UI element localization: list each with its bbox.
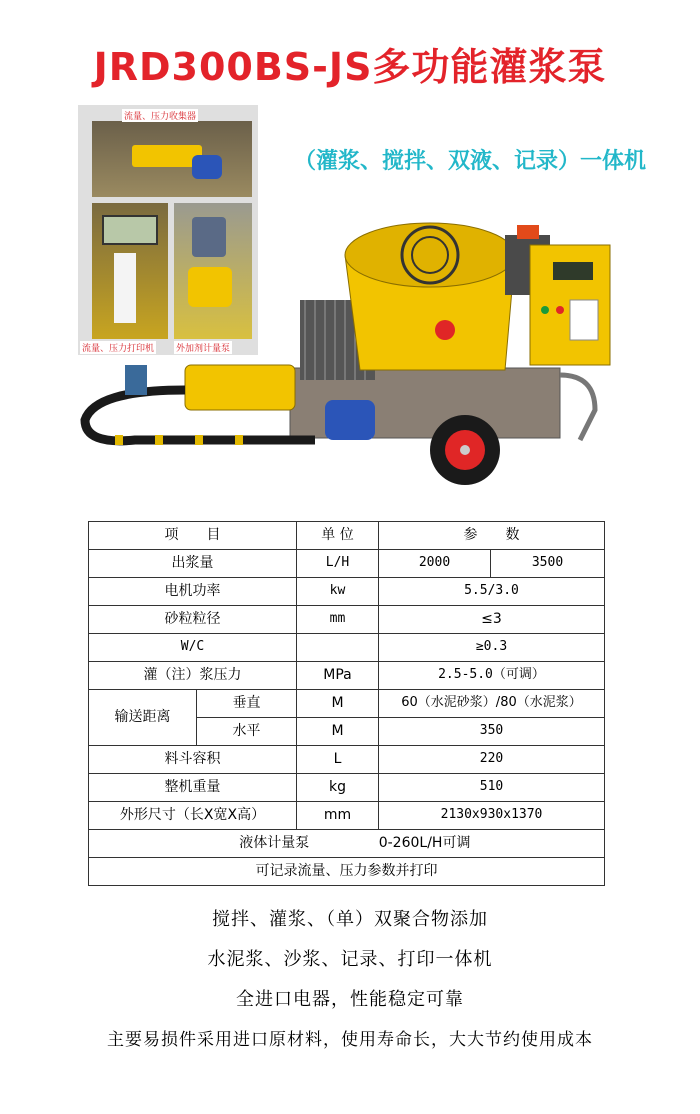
- row-value: 2000: [379, 550, 491, 578]
- row-unit: MPa: [297, 662, 379, 690]
- logo-emblem: [435, 320, 455, 340]
- row-unit: M: [297, 718, 379, 746]
- row-unit: L: [297, 746, 379, 774]
- row-label: W/C: [89, 634, 297, 662]
- header-param: 参 数: [379, 522, 605, 550]
- row-unit: M: [297, 690, 379, 718]
- inset-caption-top: 流量、压力收集器: [122, 109, 198, 122]
- table-row: [89, 662, 605, 690]
- row-value: ≥0.3: [379, 634, 605, 662]
- row-value: 0-260L/H可调: [378, 834, 471, 851]
- row-value: ≤3: [379, 606, 605, 634]
- row-value: 350: [379, 718, 605, 746]
- row-label: 液体计量泵: [239, 834, 310, 851]
- spec-table: [88, 521, 605, 886]
- pump-motor: [325, 400, 375, 440]
- row-value: 60（水泥砂浆）/80（水泥浆）: [379, 690, 605, 718]
- feature-line-2: 水泥浆、沙浆、记录、打印一体机: [207, 949, 493, 970]
- row-label: 整机重量: [89, 774, 297, 802]
- row-record: 可记录流量、压力参数并打印: [89, 858, 605, 886]
- feature-line-4: 主要易损件采用进口原材料，使用寿命长，大大节约使用成本: [107, 1030, 593, 1050]
- row-sublabel: 垂直: [197, 690, 297, 718]
- inset-caption-bottom-left: 流量、压力打印机: [80, 341, 156, 354]
- row-sublabel: 水平: [197, 718, 297, 746]
- row-label: 外形尺寸（长X宽X高）: [89, 802, 297, 830]
- row-unit: kw: [297, 578, 379, 606]
- grout-pump-machine-illustration: [75, 200, 635, 500]
- table-row: [89, 858, 605, 886]
- row-value: 2130x930x1370: [379, 802, 605, 830]
- row-label: 出浆量: [89, 550, 297, 578]
- table-row: [89, 550, 605, 578]
- feature-line-1: 搅拌、灌浆、（单）双聚合物添加: [212, 909, 488, 930]
- row-unit: mm: [297, 802, 379, 830]
- row-label: 料斗容积: [89, 746, 297, 774]
- row-label: 电机功率: [89, 578, 297, 606]
- table-row: [89, 606, 605, 634]
- pump-cylinder: [185, 365, 295, 410]
- table-header-row: [89, 522, 605, 550]
- mixer-top: [345, 223, 515, 287]
- table-row: [89, 774, 605, 802]
- row-unit: [297, 634, 379, 662]
- row-value: 510: [379, 774, 605, 802]
- header-item: 项 目: [89, 522, 297, 550]
- table-row: [89, 746, 605, 774]
- row-value: 3500: [491, 550, 605, 578]
- table-row: [89, 690, 605, 718]
- row-label: 砂粒粒径: [89, 606, 297, 634]
- collector-photo: [92, 121, 252, 197]
- row-label: 灌（注）浆压力: [89, 662, 297, 690]
- subtitle: （灌浆、搅拌、双液、记录）一体机: [293, 149, 646, 174]
- table-row: [89, 802, 605, 830]
- row-value: 220: [379, 746, 605, 774]
- table-row: [89, 830, 605, 858]
- row-meter-pump: [89, 830, 605, 858]
- row-unit: mm: [297, 606, 379, 634]
- page-title: JRD300BS-JS多功能灌浆泵: [93, 45, 607, 89]
- row-unit: L/H: [297, 550, 379, 578]
- table-row: [89, 634, 605, 662]
- row-label: 输送距离: [89, 690, 197, 746]
- header-unit: 单 位: [297, 522, 379, 550]
- row-unit: kg: [297, 774, 379, 802]
- row-value: 5.5/3.0: [379, 578, 605, 606]
- feature-line-3: 全进口电器，性能稳定可靠: [236, 989, 464, 1010]
- row-value: 2.5-5.0（可调）: [379, 662, 605, 690]
- inset-caption-bottom-right: 外加剂计量泵: [174, 341, 232, 354]
- table-row: [89, 578, 605, 606]
